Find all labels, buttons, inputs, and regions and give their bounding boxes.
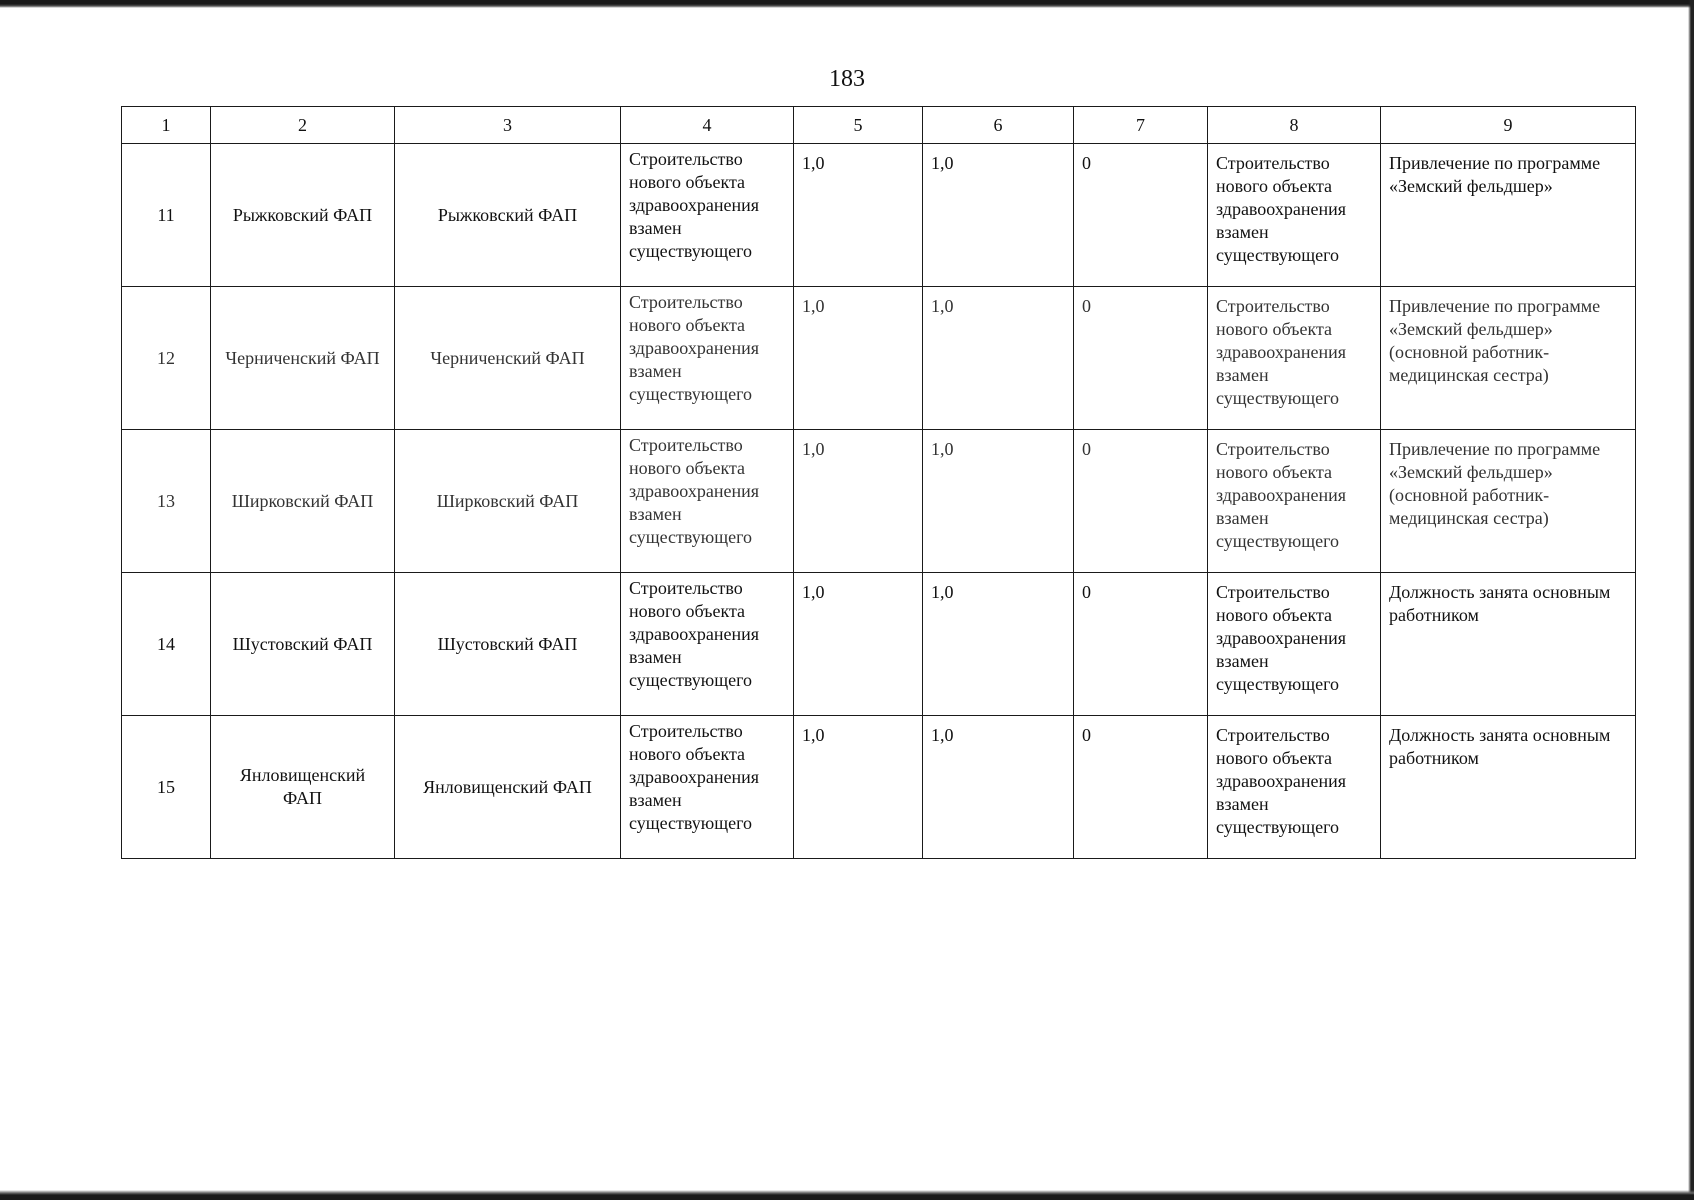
scan-border-right bbox=[1688, 0, 1694, 1200]
row-number-cell: 14 bbox=[122, 573, 211, 716]
facility-name-cell: Шустовский ФАП bbox=[395, 573, 621, 716]
action-cell: Строительство нового объекта здравоохранения взамен существующего bbox=[1208, 716, 1381, 859]
value-cell: 1,0 bbox=[794, 573, 923, 716]
column-header: 2 bbox=[211, 107, 395, 144]
value-cell: 1,0 bbox=[794, 144, 923, 287]
table-row bbox=[122, 573, 1636, 716]
column-header: 5 bbox=[794, 107, 923, 144]
table-row bbox=[122, 716, 1636, 859]
column-header: 3 bbox=[395, 107, 621, 144]
facility-name-cell: Рыжковский ФАП bbox=[395, 144, 621, 287]
note-cell: Привлечение по программе «Земский фельдшер» (основной работник- медицинская сестра) bbox=[1381, 287, 1636, 430]
action-cell: Строительство нового объекта здравоохранения взамен существующего bbox=[621, 716, 794, 859]
facility-name-cell: Черниченский ФАП bbox=[211, 287, 395, 430]
data-table bbox=[121, 106, 1636, 859]
note-cell: Привлечение по программе «Земский фельдшер» (основной работник- медицинская сестра) bbox=[1381, 430, 1636, 573]
action-cell: Строительство нового объекта здравоохранения взамен существующего bbox=[621, 144, 794, 287]
facility-name-cell: Ширковский ФАП bbox=[211, 430, 395, 573]
page-number: 183 bbox=[829, 66, 865, 92]
value-cell: 1,0 bbox=[923, 287, 1074, 430]
note-cell: Должность занята основным работником bbox=[1381, 716, 1636, 859]
value-cell: 1,0 bbox=[794, 430, 923, 573]
value-cell: 1,0 bbox=[794, 716, 923, 859]
column-header: 9 bbox=[1381, 107, 1636, 144]
value-cell: 0 bbox=[1074, 430, 1208, 573]
note-cell: Должность занята основным работником bbox=[1381, 573, 1636, 716]
value-cell: 0 bbox=[1074, 573, 1208, 716]
row-number-cell: 12 bbox=[122, 287, 211, 430]
value-cell: 0 bbox=[1074, 716, 1208, 859]
facility-name-cell: Рыжковский ФАП bbox=[211, 144, 395, 287]
row-number-cell: 11 bbox=[122, 144, 211, 287]
facility-name-cell: Ширковский ФАП bbox=[395, 430, 621, 573]
value-cell: 1,0 bbox=[923, 573, 1074, 716]
facility-name-cell: Черниченский ФАП bbox=[395, 287, 621, 430]
action-cell: Строительство нового объекта здравоохранения взамен существующего bbox=[1208, 573, 1381, 716]
facility-name-cell: Шустовский ФАП bbox=[211, 573, 395, 716]
note-cell: Привлечение по программе «Земский фельдшер» bbox=[1381, 144, 1636, 287]
value-cell: 1,0 bbox=[923, 144, 1074, 287]
column-header: 7 bbox=[1074, 107, 1208, 144]
action-cell: Строительство нового объекта здравоохранения взамен существующего bbox=[1208, 430, 1381, 573]
action-cell: Строительство нового объекта здравоохранения взамен существующего bbox=[621, 430, 794, 573]
row-number-cell: 13 bbox=[122, 430, 211, 573]
table-row bbox=[122, 287, 1636, 430]
table-row bbox=[122, 430, 1636, 573]
column-header: 4 bbox=[621, 107, 794, 144]
column-header: 1 bbox=[122, 107, 211, 144]
header-row bbox=[122, 107, 1636, 144]
facility-name-cell: Янловищенский ФАП bbox=[211, 716, 395, 859]
facility-name-cell: Янловищенский ФАП bbox=[395, 716, 621, 859]
action-cell: Строительство нового объекта здравоохранения взамен существующего bbox=[621, 573, 794, 716]
value-cell: 0 bbox=[1074, 287, 1208, 430]
value-cell: 1,0 bbox=[923, 430, 1074, 573]
scan-border-top bbox=[0, 0, 1694, 8]
value-cell: 0 bbox=[1074, 144, 1208, 287]
value-cell: 1,0 bbox=[794, 287, 923, 430]
row-number-cell: 15 bbox=[122, 716, 211, 859]
value-cell: 1,0 bbox=[923, 716, 1074, 859]
scan-border-bottom bbox=[0, 1190, 1694, 1200]
action-cell: Строительство нового объекта здравоохранения взамен существующего bbox=[621, 287, 794, 430]
action-cell: Строительство нового объекта здравоохранения взамен существующего bbox=[1208, 287, 1381, 430]
column-header: 8 bbox=[1208, 107, 1381, 144]
table-row bbox=[122, 144, 1636, 287]
column-header: 6 bbox=[923, 107, 1074, 144]
action-cell: Строительство нового объекта здравоохранения взамен существующего bbox=[1208, 144, 1381, 287]
